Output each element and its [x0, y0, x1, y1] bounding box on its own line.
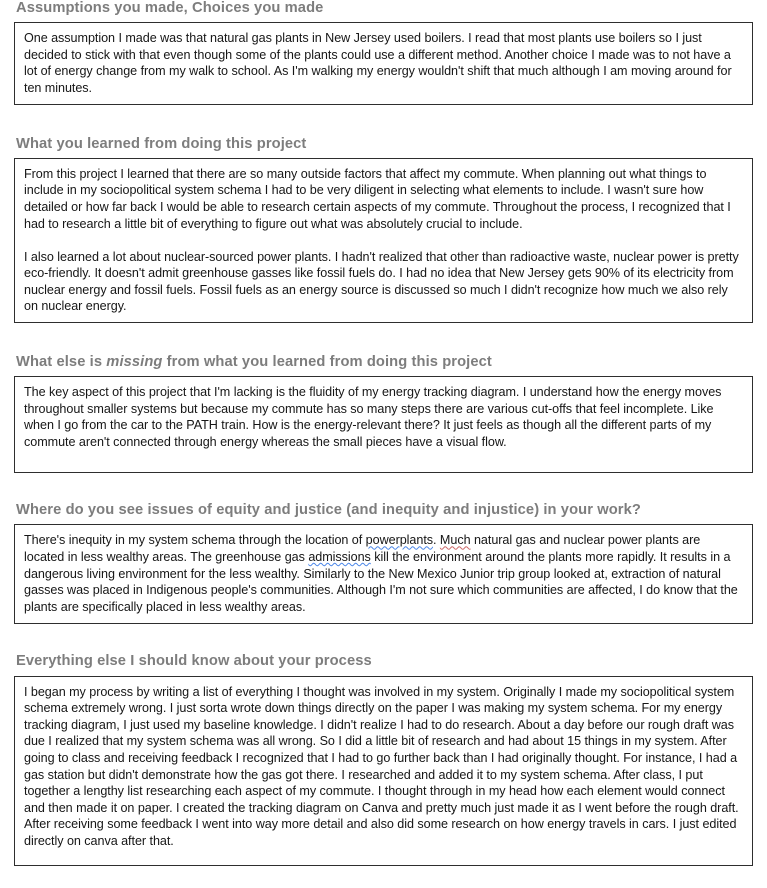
heading-text: Where do you see issues of equity and justice (and inequity and injustice) in your work?: [16, 502, 641, 519]
answer-box-equity-and-justice[interactable]: [14, 524, 753, 624]
spellcheck-underline-powerplants[interactable]: powerplants: [365, 533, 434, 548]
section-spacer: [0, 624, 767, 653]
heading-text-after: from what you learned from doing this project: [162, 354, 492, 371]
section-heading-assumptions-choices: [16, 0, 753, 16]
section-everything-else: [0, 653, 767, 865]
answer-paragraph: From this project I learned that there are so many outside factors that affect my commute. When planning out what things to include in my sociopolitical system schema I had to be very diligent in selecting what elements to include. I wasn't sure how detailed or how far back I would be able to research certain aspects of my commute. Throughout the process, I recognized that I had to research a little bit of everything to figure out what was absolutely crucial to include.: [24, 166, 731, 231]
section-spacer: [0, 105, 767, 136]
answer-box-everything-else[interactable]: [14, 676, 753, 866]
heading-text: What you learned from doing this project: [16, 135, 307, 152]
section-heading-what-is-missing: [16, 354, 753, 370]
spellcheck-underline-admissions[interactable]: admissions: [308, 550, 371, 564]
section-assumptions-choices: [0, 0, 767, 105]
heading-text-before: What else is: [16, 354, 107, 371]
section-heading-what-you-learned: [16, 136, 753, 152]
answer-text-fragment: kill the environment around the plants more rapidly. It results in a dangerous living environment for the less wealthy. Similarly to the New Mexico Junior trip group looked at, extraction of natural gasses was placed in Indigenous people's communities. Although I'm not sure which communities are affected, I do know that the plants are specifically placed in less wealthy areas.: [24, 550, 738, 614]
answer-paragraph: I began my process by writing a list of everything I thought was involved in my system. Originally I made my sociopolitical system schema extremely wrong. I just sorta wrote down things directly on the paper I was making my system schema. For my energy tracking diagram, I just used my baseline knowledge. I didn't realize I had to do research. About a day before our rough draft was due I realized that my system schema was all wrong. So I did a little bit of research and had about 15 things in my system. After going to class and receiving feedback I recognized that I had to go further back than I had originally thought. For instance, I had a gas station but didn't demonstrate how the gas got there. I researched and added it to my system schema. After class, I put together a lengthy list researching each aspect of my commute. I thought through in my head how each element would connect and then made it on paper. I created the tracking diagram on Canva and pretty much just made it as I went before the rough draft. After receiving some feedback I went into way more detail and also did some research on how energy travels in cars. I just edited directly on canva after that.: [24, 684, 739, 848]
answer-paragraph: I also learned a lot about nuclear-sourced power plants. I hadn't realized that other than radioactive waste, nuclear power is pretty eco-friendly. It doesn't admit greenhouse gasses like fossil fuels do. I had no idea that New Jersey gets 90% of its electricity from nuclear energy and fossil fuels. Fossil fuels as an energy source is discussed so much I didn't recognize how much we also rely on nuclear energy.: [24, 249, 739, 314]
answer-text-fragment: .: [433, 533, 440, 548]
section-heading-everything-else: [16, 653, 753, 669]
answer-paragraph: One assumption I made was that natural gas plants in New Jersey used boilers. I read that most plants use boilers so I just decided to stick with that even though some of the plants could use a different method. Another choice I made was to not have a lot of energy change from my walk to school. As I'm walking my energy wouldn't shift that much although I am moving around for ten minutes.: [24, 31, 732, 95]
answer-paragraph: [24, 532, 743, 615]
answer-text-fragment: natural gas and nuclear power plants are located in less wealthy areas. The greenhouse gas: [24, 533, 701, 564]
section-what-you-learned: [0, 136, 767, 324]
answer-box-assumptions-choices[interactable]: [14, 22, 753, 104]
heading-emphasis: missing: [106, 354, 163, 371]
heading-text: Assumptions you made, Choices you made: [16, 0, 324, 16]
answer-box-what-is-missing[interactable]: [14, 376, 753, 473]
answer-text-fragment: There's inequity in my system schema through the location of: [24, 533, 366, 548]
spellcheck-underline-much[interactable]: Much: [439, 533, 471, 548]
section-equity-and-justice: [0, 502, 767, 624]
section-spacer: [0, 323, 767, 354]
answer-paragraph: The key aspect of this project that I'm lacking is the fluidity of my energy tracking diagram. I understand how the energy moves throughout smaller systems but because my commute has so many steps there are various cut-offs that feel incomplete. Like when I go from the car to the PATH train. How is the energy-relevant there? It just feels as though all the different parts of my commute aren't connected through energy whereas the small pieces have a visual flow.: [24, 385, 722, 450]
section-what-is-missing: [0, 354, 767, 473]
section-heading-equity-and-justice: [16, 502, 753, 518]
section-spacer: [0, 473, 767, 502]
heading-text: Everything else I should know about your process: [16, 653, 372, 670]
answer-box-what-you-learned[interactable]: [14, 158, 753, 323]
